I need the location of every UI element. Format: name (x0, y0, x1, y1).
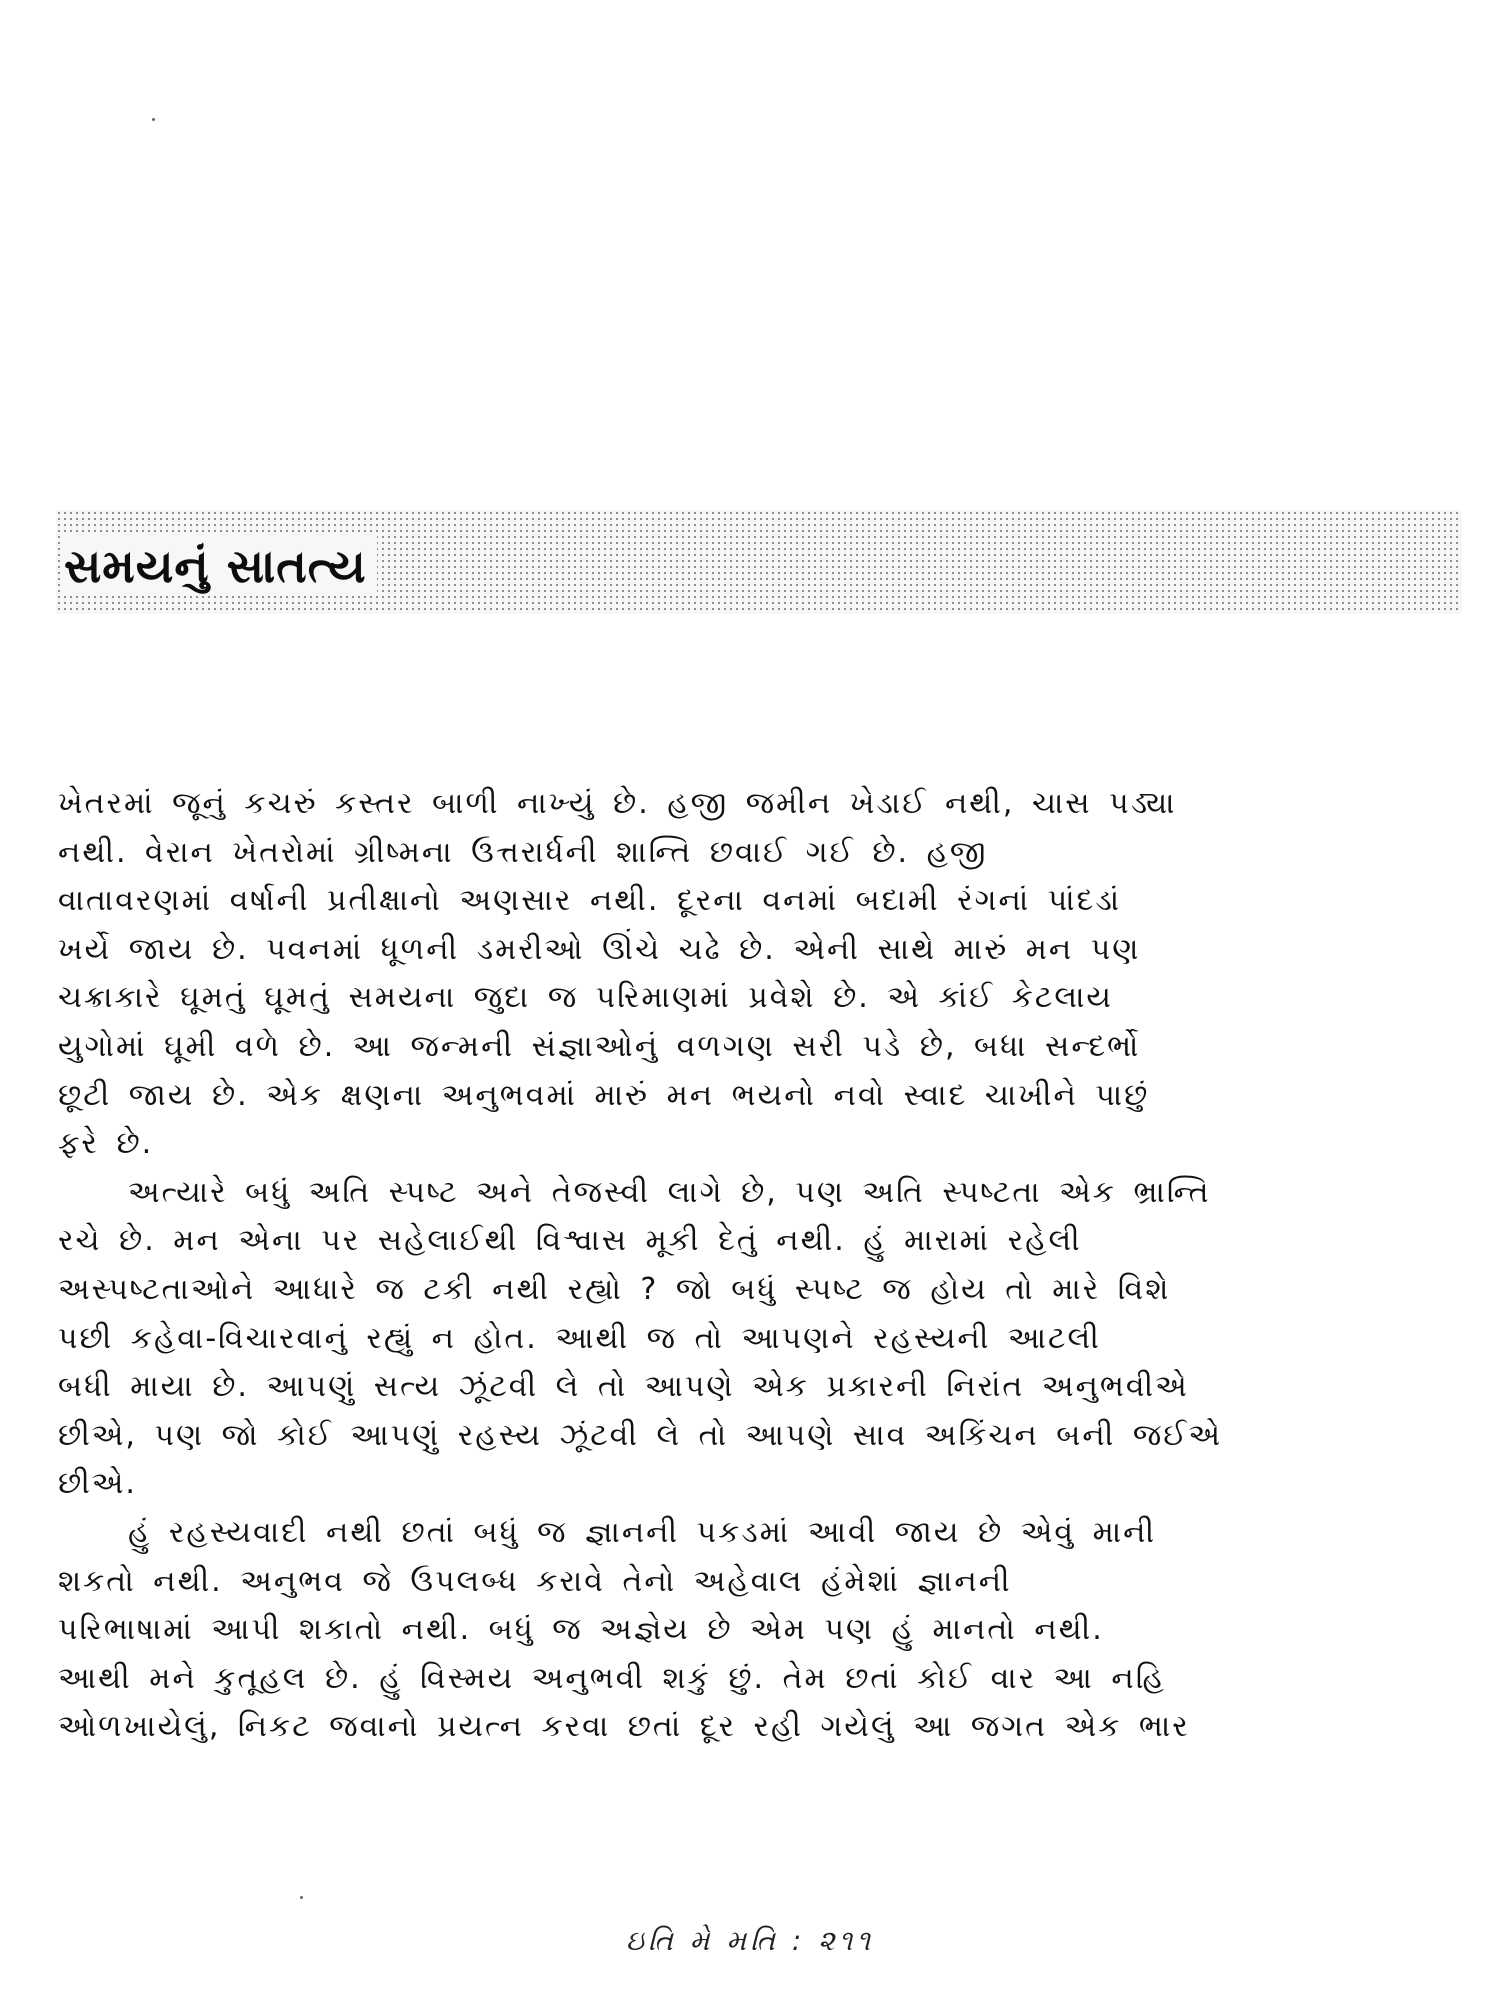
chapter-title: સમયનું સાતત્ય (64, 536, 377, 596)
paragraph-start-line: અત્યારે બધું અતિ સ્પષ્ટ અને તેજસ્વી લાગે છે, પણ અતિ સ્પષ્ટતા એક ભ્રાન્તિ (128, 1174, 1211, 1210)
body-line: છૂટી જાય છે. એક ક્ષણના અનુભવમાં મારું મન ભયનો નવો સ્વાદ ચાખીને પાછું (58, 1077, 1150, 1113)
body-line: ખેતરમાં જૂનું કચરું કસ્તર બાળી નાખ્યું છે. હજી જમીન ખેડાઈ નથી, ચાસ પડ્યા (58, 786, 1177, 821)
body-line: છીએ, પણ જો કોઈ આપણું રહસ્ય ઝૂંટવી લે તો આપણે સાવ અકિંચન બની જઈએ (58, 1417, 1223, 1453)
body-line: શકતો નથી. અનુભવ જે ઉપલબ્ધ કરાવે તેનો અહેવાલ હંમેશાં જ્ઞાનની (58, 1563, 1012, 1599)
paragraph-start-line: હું રહસ્યવાદી નથી છતાં બધું જ જ્ઞાનની પકડમાં આવી જાય છે એવું માની (128, 1514, 1157, 1550)
body-line: પછી કહેવા-વિચારવાનું રહ્યું ન હોત. આથી જ તો આપણને રહસ્યની આટલી (58, 1320, 1101, 1356)
body-line: વાતાવરણમાં વર્ષાની પ્રતીક્ષાનો અણસાર નથી. દૂરના વનમાં બદામી રંગનાં પાંદડાં (58, 883, 1122, 919)
page-footer: ઇતિ મે મતિ : ૨૧૧ (625, 1924, 875, 1957)
body-line: અસ્પષ્ટતાઓને આધારે જ ટકી નથી રહ્યો ? જો બધું સ્પષ્ટ જ હોય તો મારે વિશે (58, 1271, 1171, 1307)
body-line: આથી મને કુતૂહલ છે. હું વિસ્મય અનુભવી શકું છું. તેમ છતાં કોઈ વાર આ નહિ (58, 1660, 1166, 1696)
body-line: ખર્યે જાય છે. પવનમાં ધૂળની ડમરીઓ ઊંચે ચઢે છે. એની સાથે મારું મન પણ (58, 931, 1141, 967)
body-line: પરિભાષામાં આપી શકાતો નથી. બધું જ અજ્ઞેય છે એમ પણ હું માનતો નથી. (58, 1612, 1104, 1648)
body-line: બધી માયા છે. આપણું સત્ય ઝૂંટવી લે તો આપણે એક પ્રકારની નિરાંત અનુભવીએ (58, 1369, 1189, 1405)
body-line: છીએ. (58, 1466, 137, 1502)
body-line: ફરે છે. (58, 1126, 154, 1162)
paper-speck (300, 1896, 303, 1899)
body-line: ઓળખાયેલું, નિકટ જવાનો પ્રયત્ન કરવા છતાં દૂર રહી ગયેલું આ જગત એક ભાર (58, 1709, 1190, 1745)
paper-speck (152, 118, 155, 121)
body-line: યુગોમાં ઘૂમી વળે છે. આ જન્મની સંજ્ઞાઓનું વળગણ સરી પડે છે, બધા સન્દર્ભો (58, 1028, 1141, 1064)
chapter-body (58, 780, 1478, 1752)
body-line: નથી. વેરાન ખેતરોમાં ગ્રીષ્મના ઉત્તરાર્ધની શાન્તિ છવાઈ ગઈ છે. હજી (58, 834, 988, 870)
body-line: ચક્રાકારે ઘૂમતું ઘૂમતું સમયના જુદા જ પરિમાણમાં પ્રવેશે છે. એ કાંઈ કેટલાય (58, 980, 1113, 1016)
body-line: રચે છે. મન એના પર સહેલાઈથી વિશ્વાસ મૂકી દેતું નથી. હું મારામાં રહેલી (58, 1223, 1082, 1259)
